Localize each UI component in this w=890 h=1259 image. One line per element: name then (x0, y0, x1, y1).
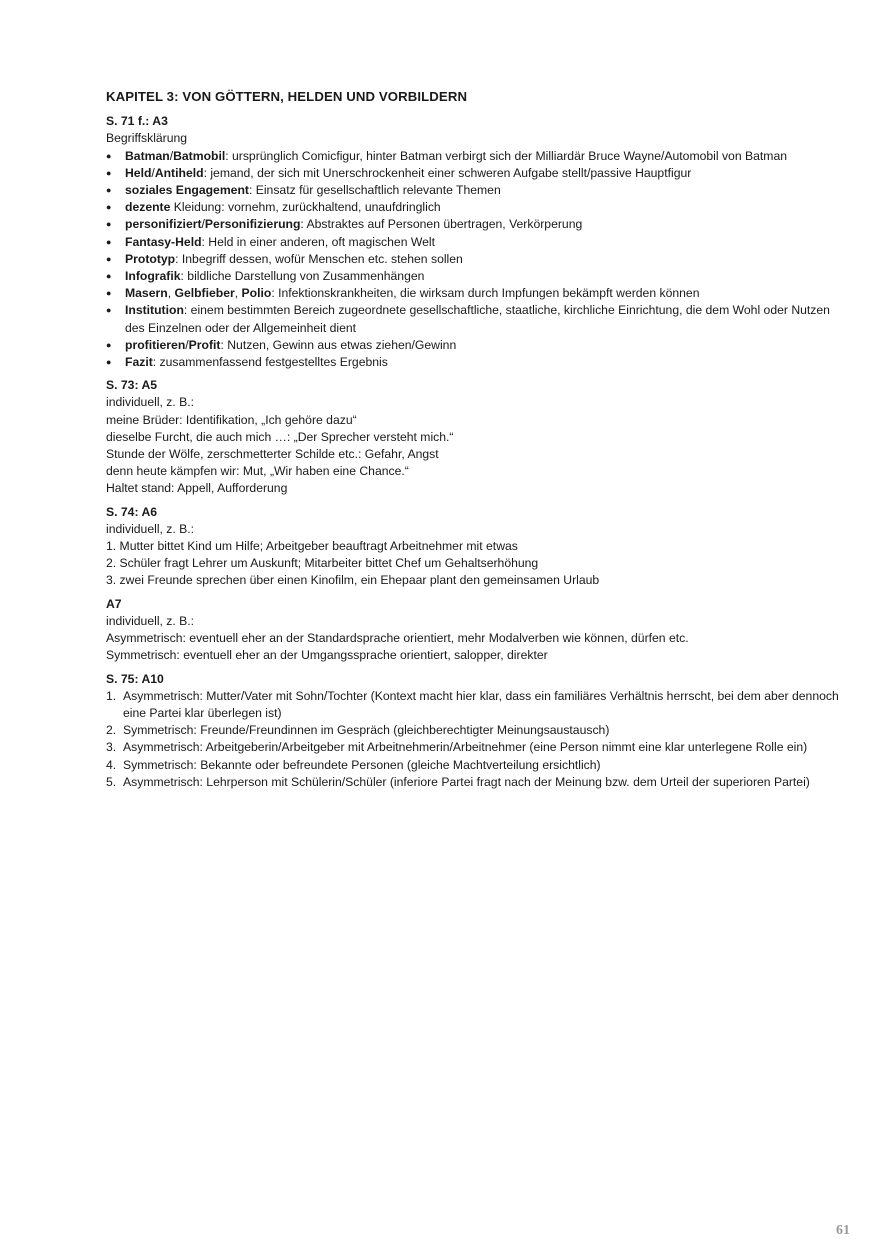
term-keyword: Gelbfieber (174, 286, 235, 301)
term-definition: : einem bestimmten Bereich zugeordnete gesellschaftliche, staatliche, kirchliche Einrichtung, die dem Wohl oder Nutzen des Einzelnen oder der Allgemeinheit dient (125, 303, 830, 335)
section-subheading: Begriffsklärung (106, 131, 188, 146)
list-number: 1. (106, 688, 117, 703)
term-keyword: Profit (188, 337, 221, 352)
term-list-item (106, 234, 846, 251)
term-keyword: dezente (125, 200, 171, 215)
term-definition: : Inbegriff dessen, wofür Menschen etc. stehen sollen (175, 251, 463, 266)
term-separator: , (234, 286, 242, 301)
term-keyword: Fantasy-Held (125, 234, 202, 249)
term-list-item (106, 251, 846, 268)
list-number: 3. (106, 740, 117, 755)
numbered-list-item (106, 757, 846, 774)
term-list-item (106, 216, 846, 233)
term-separator: , (167, 286, 175, 301)
list-item-text: Asymmetrisch: Arbeitgeberin/Arbeitgeber mit Arbeitnehmerin/Arbeitnehmer (eine Person nimmt eine klar unterlegene Rolle ein) (123, 740, 808, 755)
section-heading-s71: S. 71 f.: A3 (106, 114, 168, 129)
term-list-item (106, 165, 846, 182)
term-list-item (106, 302, 846, 336)
term-keyword: profitieren (125, 337, 186, 352)
numbered-list-item (106, 774, 846, 791)
list-number: 4. (106, 757, 117, 772)
term-definition: : Held in einer anderen, oft magischen Welt (201, 234, 436, 249)
section-heading-s75: S. 75: A10 (106, 671, 164, 686)
text-line: individuell, z. B.: (106, 613, 195, 628)
text-line: Symmetrisch: eventuell eher an der Umgangssprache orientiert, salopper, direkter (106, 648, 548, 663)
term-definition: Kleidung: vornehm, zurückhaltend, unaufdringlich (170, 200, 441, 215)
text-line: individuell, z. B.: (106, 521, 195, 536)
term-separator: / (151, 165, 155, 180)
term-list-item (106, 148, 846, 165)
text-line: denn heute kämpfen wir: Mut, „Wir haben eine Chance.“ (106, 464, 409, 479)
term-keyword: Institution (125, 303, 184, 318)
term-keyword: Prototyp (125, 251, 176, 266)
term-definition: : jemand, der sich mit Unerschrockenheit einer schweren Aufgabe stellt/passive Hauptfigur (203, 165, 692, 180)
term-keyword: Infografik (125, 269, 181, 284)
term-definition: : Einsatz für gesellschaftlich relevante Themen (248, 183, 501, 198)
term-list (106, 148, 846, 372)
list-item-text: Symmetrisch: Freunde/Freundinnen im Gespräch (gleichberechtigter Meinungsaustausch) (123, 723, 610, 738)
term-separator: / (169, 148, 174, 163)
term-keyword: Held (125, 165, 152, 180)
term-keyword: personifiziert (125, 217, 202, 232)
term-list-item (106, 285, 846, 302)
term-keyword: Batman (125, 148, 170, 163)
text-line: individuell, z. B.: (106, 395, 195, 410)
term-definition: : Nutzen, Gewinn aus etwas ziehen/Gewinn (220, 337, 457, 352)
text-line: 3. zwei Freunde sprechen über einen Kinofilm, ein Ehepaar plant den gemeinsamen Urlaub (106, 573, 600, 588)
text-line: dieselbe Furcht, die auch mich …: „Der Sprecher versteht mich.“ (106, 429, 454, 444)
list-item-text: Asymmetrisch: Mutter/Vater mit Sohn/Tochter (Kontext macht hier klar, dass ein familiäres Verhältnis herrscht, bei dem aber dennoch eine Partei klar überlegen ist) (123, 688, 839, 720)
term-list-item (106, 354, 846, 371)
numbered-list-item (106, 722, 846, 739)
chapter-title: KAPITEL 3: VON GÖTTERN, HELDEN UND VORBILDERN (106, 89, 468, 104)
term-list-item (106, 337, 846, 354)
list-item-text: Symmetrisch: Bekannte oder befreundete Personen (gleiche Machtverteilung ersichtlich) (123, 757, 601, 772)
text-line: Stunde der Wölfe, zerschmetterter Schilde etc.: Gefahr, Angst (106, 447, 439, 462)
term-separator: / (201, 217, 205, 232)
term-keyword: Polio (241, 286, 272, 301)
term-definition: : Abstraktes auf Personen übertragen, Verkörperung (300, 217, 583, 232)
term-separator: / (185, 337, 189, 352)
text-line: Asymmetrisch: eventuell eher an der Standardsprache orientiert, mehr Modalverben wie können, dürfen etc. (106, 631, 689, 646)
numbered-list-item (106, 739, 846, 756)
section-heading-s74: S. 74: A6 (106, 504, 158, 519)
term-keyword: Personifizierung (204, 217, 301, 232)
text-line: meine Brüder: Identifikation, „Ich gehöre dazu“ (106, 412, 357, 427)
section-heading-a7: A7 (106, 596, 122, 611)
page-number: 61 (836, 1223, 850, 1238)
page-content (106, 88, 846, 791)
term-definition: : ursprünglich Comicfigur, hinter Batman verbirgt sich der Milliardär Bruce Wayne/Automobil von Batman (225, 148, 787, 163)
term-keyword: Antiheld (154, 165, 204, 180)
term-keyword: Fazit (125, 355, 153, 370)
term-keyword: Masern (125, 286, 168, 301)
text-line: 1. Mutter bittet Kind um Hilfe; Arbeitgeber beauftragt Arbeitnehmer mit etwas (106, 539, 518, 554)
numbered-list (106, 688, 846, 791)
list-item-text: Asymmetrisch: Lehrperson mit Schülerin/Schüler (inferiore Partei fragt nach der Meinung bzw. dem Urteil der superioren Partei) (123, 774, 810, 789)
term-list-item (106, 199, 846, 216)
numbered-list-item (106, 688, 846, 722)
list-number: 5. (106, 774, 117, 789)
term-list-item (106, 182, 846, 199)
text-line: Haltet stand: Appell, Aufforderung (106, 481, 288, 496)
term-keyword: Batmobil (173, 148, 226, 163)
term-list-item (106, 268, 846, 285)
list-number: 2. (106, 723, 117, 738)
term-definition: : bildliche Darstellung von Zusammenhängen (180, 269, 425, 284)
term-keyword: soziales Engagement (125, 183, 249, 198)
term-definition: : Infektionskrankheiten, die wirksam durch Impfungen bekämpft werden können (271, 286, 700, 301)
text-line: 2. Schüler fragt Lehrer um Auskunft; Mitarbeiter bittet Chef um Gehaltserhöhung (106, 556, 539, 571)
section-heading-s73: S. 73: A5 (106, 378, 158, 393)
term-definition: : zusammenfassend festgestelltes Ergebnis (152, 355, 388, 370)
